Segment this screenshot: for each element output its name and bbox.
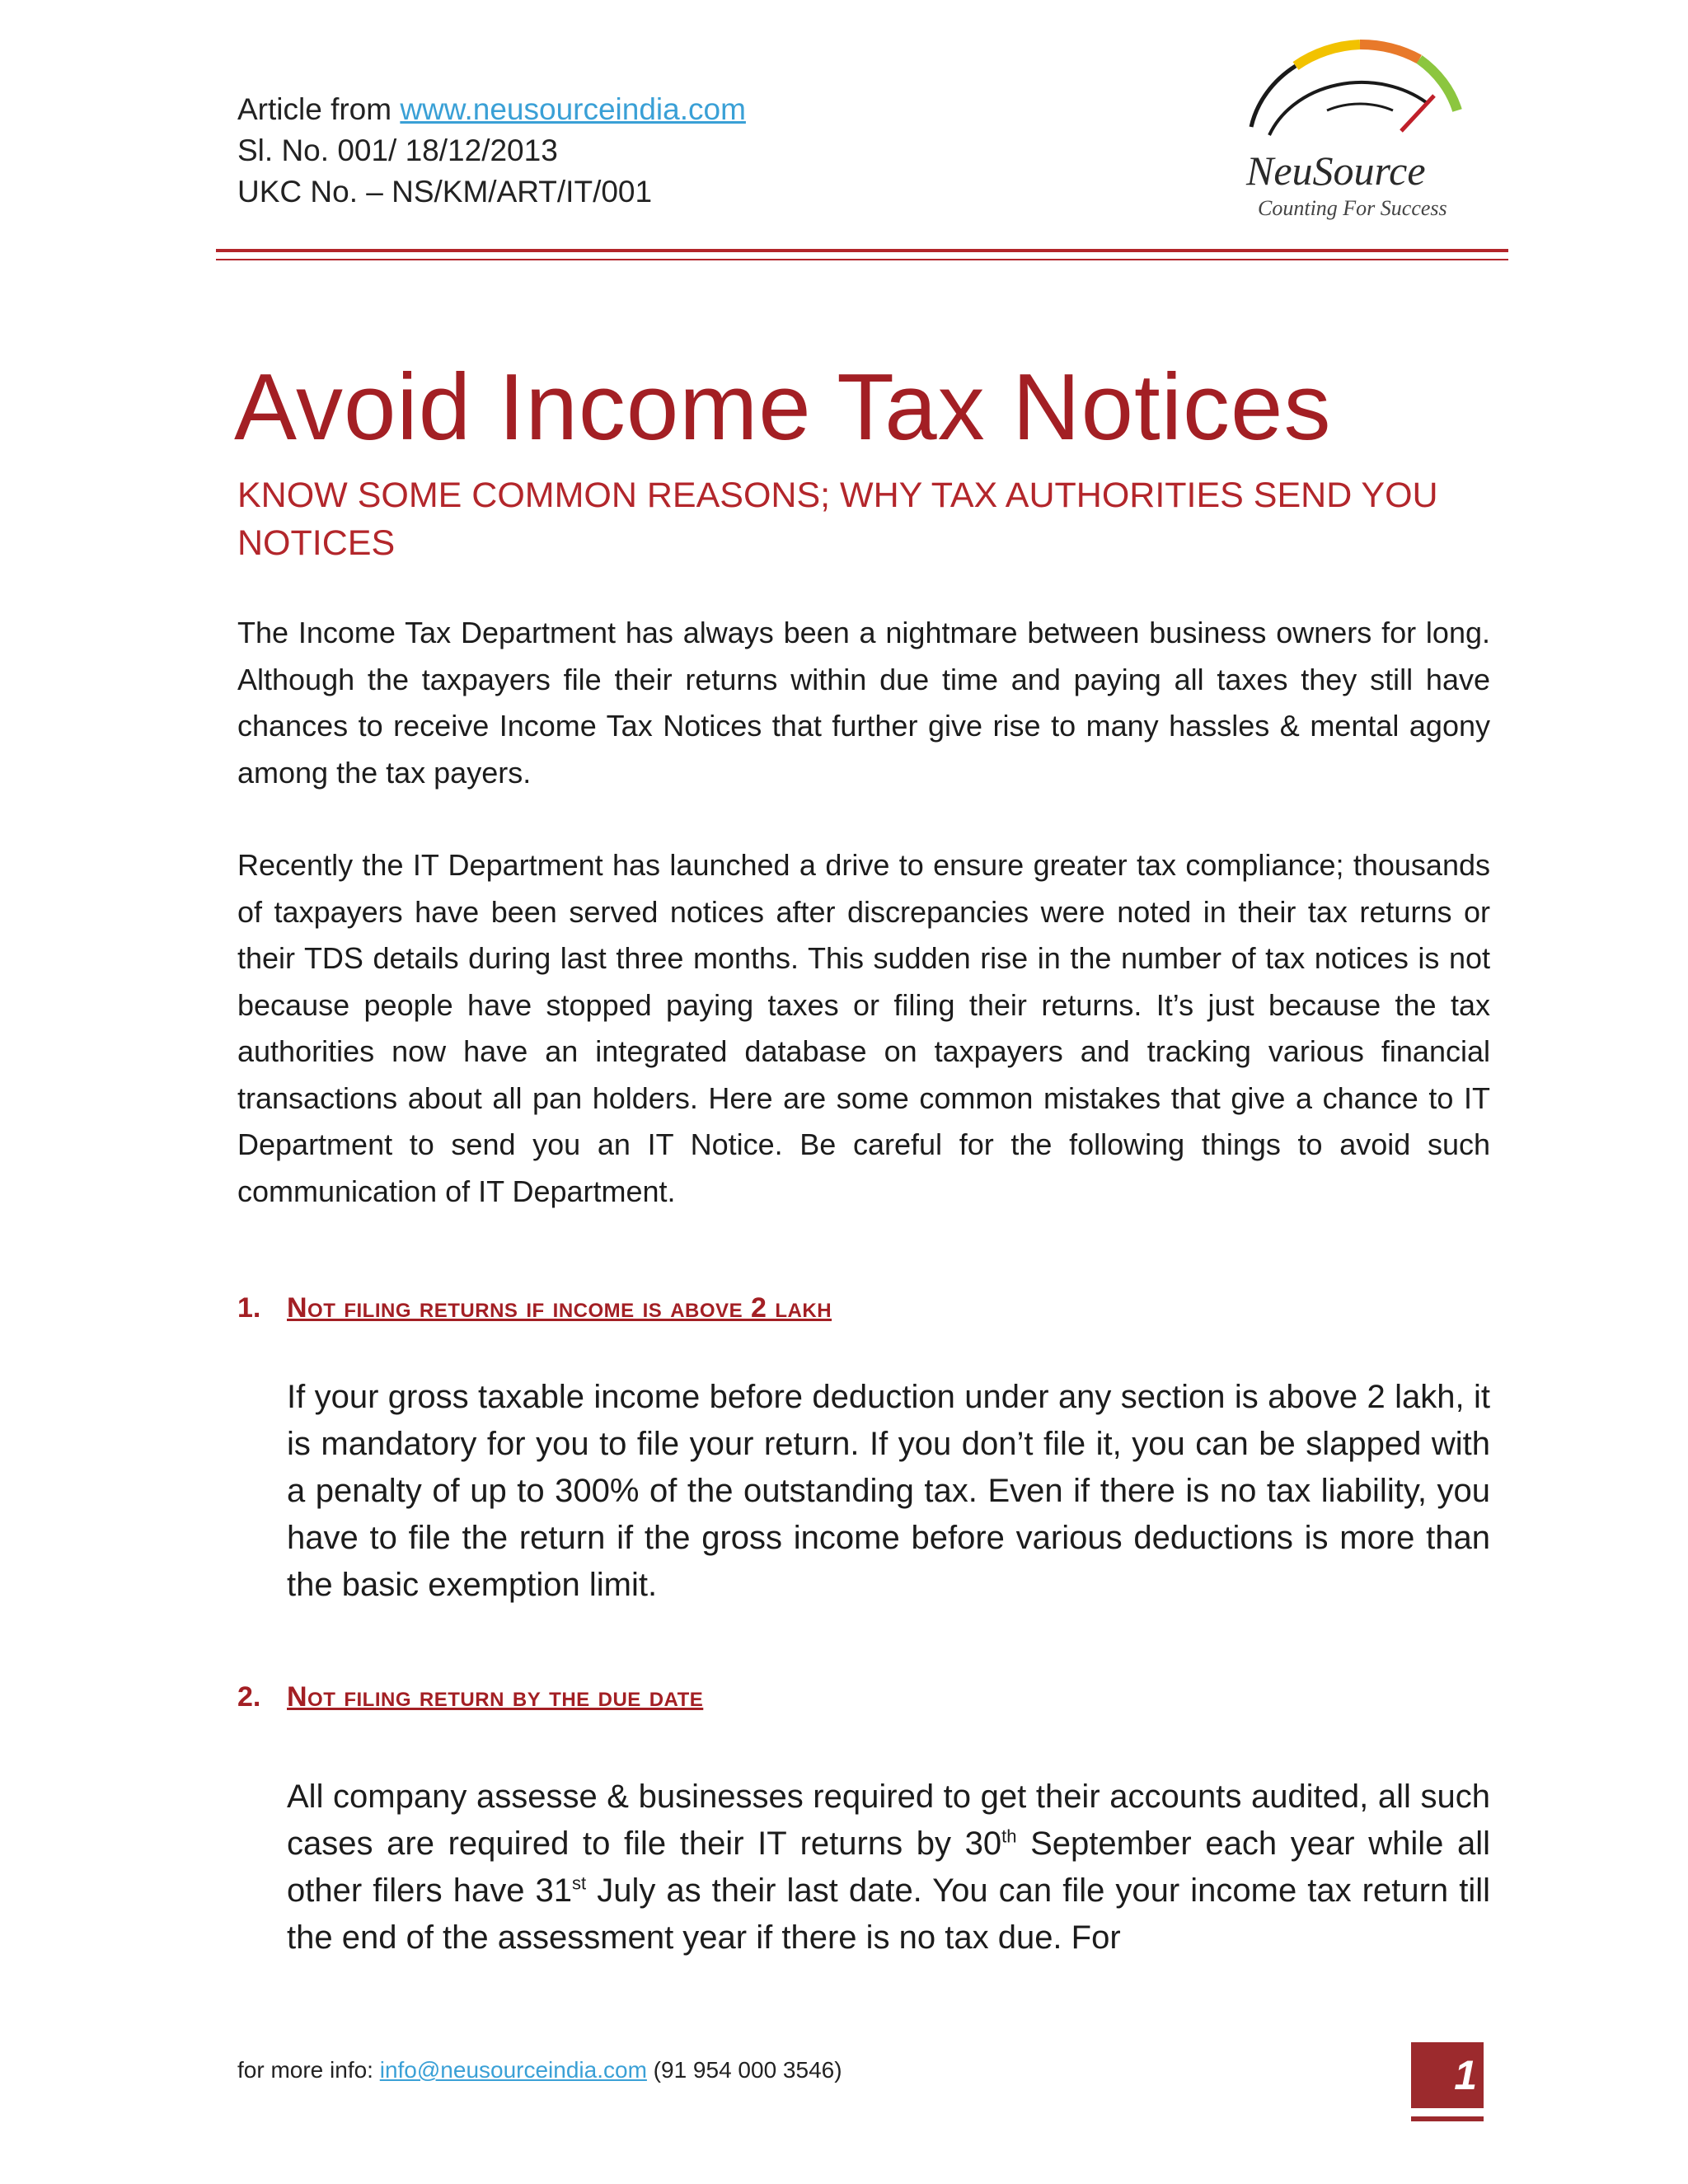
phone-number: (91 954 000 3546) <box>646 2057 842 2083</box>
section-number: 2. <box>237 1681 261 1713</box>
logo-wordmark: NeuSource <box>1246 148 1426 194</box>
page-subtitle: KNOW SOME COMMON REASONS; WHY TAX AUTHORITIES SEND YOU NOTICES <box>237 476 1438 563</box>
header-divider <box>216 249 1508 252</box>
page-title: Avoid Income Tax Notices <box>234 355 1332 460</box>
section-title: Not filing returns if income is above 2 lakh <box>287 1292 832 1324</box>
section-heading <box>237 1292 832 1324</box>
section-number: 1. <box>237 1292 261 1324</box>
email-link[interactable]: info@neusourceindia.com <box>379 2057 647 2083</box>
logo-tagline: Counting For Success <box>1258 196 1447 220</box>
section-text: If your gross taxable income before deduction under any section is above 2 lakh, it is mandatory for you to file your return. If you don’t file it, you can be slapped with a penalty of up to 300% of the outstanding tax. Even if there is no tax liability, you have to file the return if the gross income before various deductions is more than the basic exemption limit. <box>287 1379 1490 1603</box>
page-footer: for more info: info@neusourceindia.com (91 954 000 3546) <box>237 2057 842 2083</box>
section-text: All company assesse & businesses required to get their accounts audited, all such cases are required to file their IT returns by 30th September each year while all other filers have 31st July as their last date. You can file your income tax return till the end of the assessment year if there is no tax due. For <box>287 1779 1490 1956</box>
intro-paragraph: The Income Tax Department has always been a nightmare between business owners for long. Although the taxpayers file their returns within due time and paying all taxes they still have chances to receive Income Tax Notices that further give rise to many hassles & mental agony among the tax payers. <box>237 616 1490 790</box>
page-number: 1 <box>1454 2052 1477 2098</box>
article-source-line: Article from www.neusourceindia.com <box>237 92 746 126</box>
body-paragraph: Recently the IT Department has launched a drive to ensure greater tax compliance; thousands of taxpayers have been served notices after discrepancies were noted in their tax returns or their TDS details during last three months. This sudden rise in the number of tax notices is not because people have stopped paying taxes or filing their returns. It’s just because the tax authorities now have an integrated database on taxpayers and tracking various financial transactions about all pan holders. Here are some common mistakes that give a chance to IT Department to send you an IT Notice. Be careful for the following things to avoid such communication of IT Department. <box>237 848 1490 1208</box>
article-header <box>237 89 746 213</box>
section-title: Not filing return by the due date <box>287 1681 704 1713</box>
serial-number: Sl. No. 001/ 18/12/2013 <box>237 134 558 167</box>
page-number-underline <box>1411 2116 1484 2121</box>
section-heading <box>237 1681 703 1713</box>
website-link[interactable]: www.neusourceindia.com <box>400 92 746 126</box>
header-divider-thin <box>216 259 1508 260</box>
ukc-number: UKC No. – NS/KM/ART/IT/001 <box>237 175 653 209</box>
